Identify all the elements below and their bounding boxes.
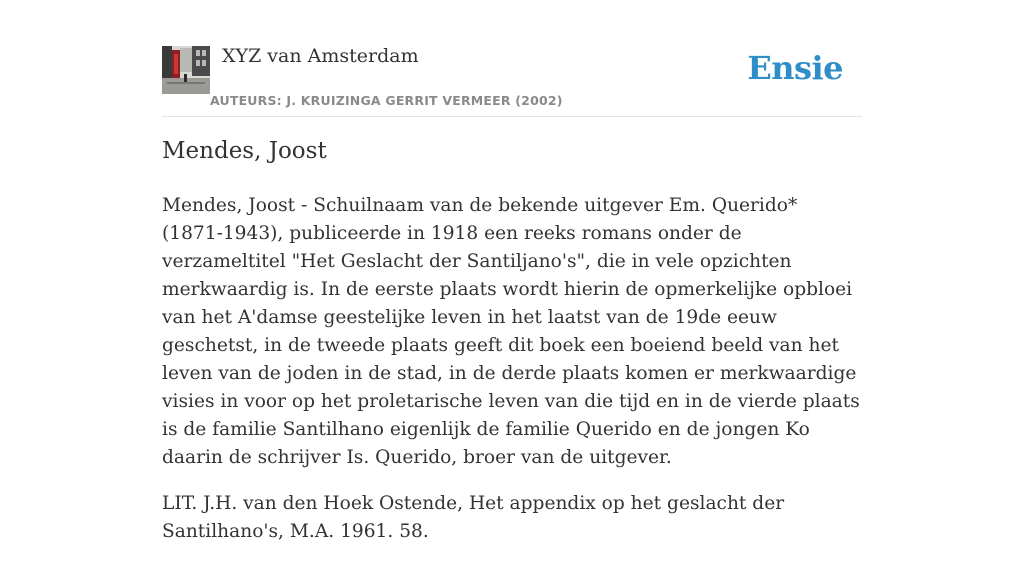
source-avatar[interactable] bbox=[162, 46, 210, 94]
entry-title: Mendes, Joost bbox=[162, 138, 327, 164]
literature-paragraph: LIT. J.H. van den Hoek Ostende, Het appendix op het geslacht der Santilhano's, M.A. 1961. 58. bbox=[162, 493, 785, 542]
source-header bbox=[162, 40, 862, 117]
entry-body bbox=[162, 192, 862, 564]
authors-line: AUTEURS: J. KRUIZINGA GERRIT VERMEER (2002) bbox=[210, 93, 563, 108]
street-photo-icon bbox=[162, 46, 210, 94]
entry-paragraph: Mendes, Joost - Schuilnaam van de bekende uitgever Em. Querido* (1871-1943), publiceerde in 1918 een reeks romans onder de verzameltitel "Het Geslacht der Santiljano's", die in vele opzichten merkwaardig is. In de eerste plaats wordt hierin de opmerkelijke opbloei van het A'damse geestelijke leven in het laatst van de 19de eeuw geschetst, in de tweede plaats geeft dit boek een boeiend beeld van het leven van de joden in de stad, in de derde plaats komen er merkwaardige visies in voor op het proletarische leven van die tijd en in de vierde plaats is de familie Santilhano eigenlijk de familie Querido en de jongen Ko daarin de schrijver Is. Querido, broer van de uitgever. bbox=[162, 195, 860, 468]
source-title[interactable]: XYZ van Amsterdam bbox=[222, 45, 419, 67]
brand-logo[interactable]: Ensie bbox=[747, 49, 843, 87]
